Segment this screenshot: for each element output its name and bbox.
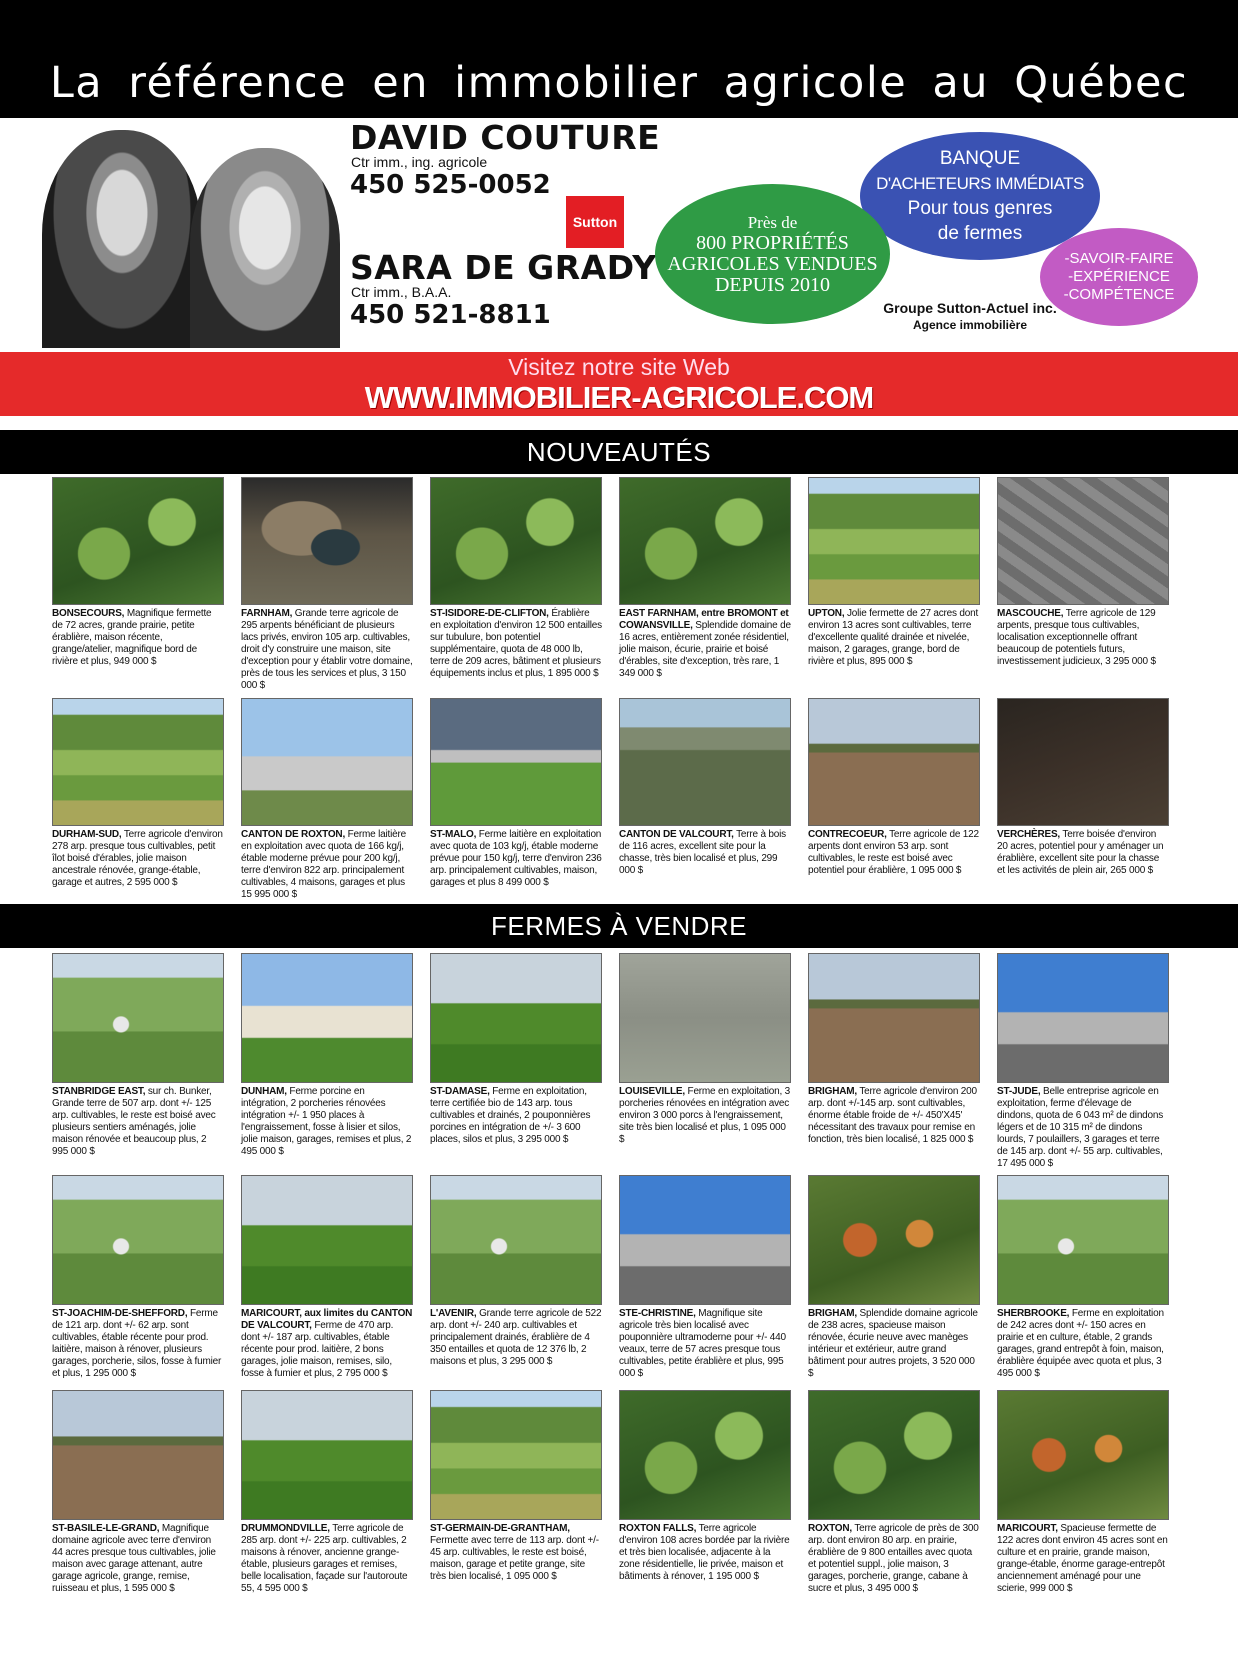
listing-photo xyxy=(241,477,413,605)
agent-role-2: Ctr imm., B.A.A. xyxy=(351,284,452,300)
agent-photo-david xyxy=(42,130,202,348)
listing-location: DUNHAM, xyxy=(241,1086,287,1097)
listing-description: ROXTON, Terre agricole de près de 300 arp. dont environ 80 arp. en prairie, érablière de 9 800 entailles avec quota et potentiel suppl., jolie maison, 3 garages, porcherie, grange, cabane à sucre et plus, 3 495 000 $ xyxy=(808,1523,979,1594)
listing-photo xyxy=(241,953,413,1083)
listing-location: LOUISEVILLE, xyxy=(619,1086,685,1097)
website-cta: Visitez notre site Web xyxy=(508,354,730,380)
listing-photo xyxy=(430,477,602,605)
listing-photo xyxy=(52,698,224,826)
listing-card[interactable] xyxy=(52,1175,224,1380)
badge-line: -EXPÉRIENCE xyxy=(1068,268,1170,285)
listing-photo xyxy=(241,1175,413,1305)
agent-photo-sara xyxy=(190,148,340,348)
listing-location: ST-JOACHIM-DE-SHEFFORD, xyxy=(52,1308,188,1319)
listing-card[interactable] xyxy=(997,953,1169,1170)
listing-card[interactable] xyxy=(430,1390,602,1583)
listing-card[interactable] xyxy=(808,477,980,668)
listing-description: BRIGHAM, Splendide domaine agricole de 238 acres, spacieuse maison rénovée, écurie neuve avec manèges intérieur et extérieur, autre grand bâtiment pour autres projets, 3 520 000 $ xyxy=(808,1308,978,1379)
listing-photo xyxy=(997,698,1169,826)
listing-card[interactable] xyxy=(808,698,980,877)
listing-card[interactable] xyxy=(430,477,602,680)
agency-info xyxy=(870,300,1070,334)
badge-line: 800 PROPRIÉTÉS xyxy=(696,231,849,254)
listing-location: SHERBROOKE, xyxy=(997,1308,1070,1319)
listing-description: VERCHÈRES, Terre boisée d'environ 20 acres, potentiel pour y aménager un érablière, excellent site pour la chasse et les activités de plein air, 265 000 $ xyxy=(997,829,1164,876)
listing-location: ROXTON, xyxy=(808,1523,852,1534)
agent-role-1: Ctr imm., ing. agricole xyxy=(351,154,488,170)
listing-location: MARICOURT, aux limites du CANTON DE VALCOURT, xyxy=(241,1308,413,1331)
listing-photo xyxy=(241,1390,413,1520)
listing-location: BRIGHAM, xyxy=(808,1086,857,1097)
listing-card[interactable] xyxy=(52,477,224,668)
listing-photo xyxy=(808,1390,980,1520)
listing-card[interactable] xyxy=(430,1175,602,1368)
listing-photo xyxy=(241,698,413,826)
listing-card[interactable] xyxy=(997,1390,1169,1595)
listing-card[interactable] xyxy=(52,953,224,1158)
listing-description: FARNHAM, Grande terre agricole de 295 arpents bénéficiant de plusieurs lacs privés, environ 105 arp. cultivables, droit d'y construire une maison, site d'exception pour y établir votre domaine, près de tous les services et plus, 3 150 000 $ xyxy=(241,608,413,691)
badge-line: -COMPÉTENCE xyxy=(1063,286,1175,303)
listing-location: EAST FARNHAM, entre BROMONT et COWANSVILLE, xyxy=(619,608,789,631)
listing-description: ROXTON FALLS, Terre agricole d'environ 108 acres bordée par la rivière et très bien localisée, adjacente à la zone résidentielle, lie privée, maison et bâtiments à rénover, 1 195 000 $ xyxy=(619,1523,790,1582)
listing-photo xyxy=(808,477,980,605)
listing-card[interactable] xyxy=(619,953,791,1146)
section-header-new: NOUVEAUTÉS xyxy=(0,430,1238,474)
listing-location: BONSECOURS, xyxy=(52,608,125,619)
badge-line: D'ACHETEURS IMMÉDIATS xyxy=(876,174,1084,193)
badge-line: AGRICOLES VENDUES xyxy=(667,252,878,275)
listing-card[interactable] xyxy=(619,477,791,680)
listing-card[interactable] xyxy=(619,1175,791,1380)
listing-photo xyxy=(52,477,224,605)
badge-line: DEPUIS 2010 xyxy=(714,273,830,296)
listing-location: STE-CHRISTINE, xyxy=(619,1308,696,1319)
listing-location: MARICOURT, xyxy=(997,1523,1058,1534)
listing-card[interactable] xyxy=(52,1390,224,1595)
listing-photo xyxy=(997,1390,1169,1520)
listing-photo xyxy=(52,1175,224,1305)
listing-description: ST-JUDE, Belle entreprise agricole en exploitation, ferme d'élevage de dindons, quota de 6 043 m² de dindons légers et de 10 315 m² de dindons lourds, 7 poulaillers, 3 garages et terre de 145 arp. dont +/- 55 arp. cultivables, 17 495 000 $ xyxy=(997,1086,1164,1169)
properties-sold-badge xyxy=(655,184,890,324)
listing-description: CANTON DE ROXTON, Ferme laitière en exploitation avec quota de 166 kg/j, étable moderne prévue pour 200 kg/j, terre d'environ 822 arp. principalement cultivables, 4 maisons, garages et plus 15 995 000 $ xyxy=(241,829,406,900)
listing-location: ST-BASILE-LE-GRAND, xyxy=(52,1523,160,1534)
listing-card[interactable] xyxy=(241,1175,413,1380)
agent-name-1: DAVID COUTURE xyxy=(350,118,661,157)
listing-description: EAST FARNHAM, entre BROMONT et COWANSVILLE, Splendide domaine de 16 acres, entièrement zonée résidentiel, jolie maison, écurie, prairie et boisé d'érables, site d'exception, très rare, 1 349 000 $ xyxy=(619,608,791,679)
listing-description: DUNHAM, Ferme porcine en intégration, 2 porcheries rénovées intégration +/- 1 950 places à l'engraissement, fosse à lisier et silos, jolie maison, garages, remises et plus, 2 495 000 $ xyxy=(241,1086,412,1157)
sutton-logo: Sutton xyxy=(566,196,624,248)
listing-photo xyxy=(52,1390,224,1520)
agent-phone-1[interactable]: 450 525-0052 xyxy=(350,170,551,200)
listing-card[interactable] xyxy=(997,698,1169,877)
listing-location: ST-MALO, xyxy=(430,829,477,840)
listing-card[interactable] xyxy=(808,1390,980,1595)
section-header-farms: FERMES À VENDRE xyxy=(0,904,1238,948)
listing-description: CONTRECOEUR, Terre agricole de 122 arpents dont environ 53 arp. sont cultivables, le reste est boisé avec potentiel pour érablière, 1 095 000 $ xyxy=(808,829,979,876)
listing-photo xyxy=(808,953,980,1083)
listing-card[interactable] xyxy=(241,477,413,692)
listing-description: DURHAM-SUD, Terre agricole d'environ 278 arp. presque tous cultivables, petit îlot boisé d'érables, jolie maison ancestrale rénovée, grange-étable, garage et autres, 2 595 000 $ xyxy=(52,829,223,888)
listing-description: ST-MALO, Ferme laitière en exploitation avec quota de 103 kg/j, étable moderne prévue pour 150 kg/j, terre d'environ 236 arp. principalement cultivables, maison, garages et plus 8 499 000 $ xyxy=(430,829,602,888)
listing-description: SHERBROOKE, Ferme en exploitation de 242 acres dont +/- 150 acres en prairie et en culture, étable, 2 grands garages, grand entrepôt à foin, maison, érablière équipée avec quota et plus, 3 495 000 $ xyxy=(997,1308,1164,1379)
listing-location: ST-ISIDORE-DE-CLIFTON, xyxy=(430,608,549,619)
listing-description: ST-DAMASE, Ferme en exploitation, terre certifiée bio de 143 arp. tous cultivables et drainés, 2 pouponnières porcines en intégration de +/- 3 600 places, silos et plus, 3 295 000 $ xyxy=(430,1086,591,1145)
top-banner xyxy=(0,0,1238,118)
badge-line: de fermes xyxy=(937,223,1023,244)
listing-description: BONSECOURS, Magnifique fermette de 72 acres, grande prairie, petite érablière, maison récente, grange/atelier, magnifique bord de rivière et plus, 949 000 $ xyxy=(52,608,212,667)
listing-photo xyxy=(997,477,1169,605)
listing-location: CANTON DE ROXTON, xyxy=(241,829,346,840)
listing-card[interactable] xyxy=(52,698,224,889)
listing-description: ST-ISIDORE-DE-CLIFTON, Érablière en exploitation d'environ 12 500 entailles sur tubulure, bon potentiel supplémentaire, quota de 48 000 lb, terre de 209 acres, bâtiment et plusieurs équipements inclus et plus, 1 895 000 $ xyxy=(430,608,602,679)
listing-location: VERCHÈRES, xyxy=(997,829,1061,840)
listing-description: ST-BASILE-LE-GRAND, Magnifique domaine agricole avec terre d'environ 44 acres presque tous cultivables, jolie maison avec garage attenant, autre garage agricole, grange, remise, ruisseau et plus, 1 595 000 $ xyxy=(52,1523,216,1594)
listing-card[interactable] xyxy=(241,1390,413,1595)
listing-card[interactable] xyxy=(430,953,602,1146)
listing-description: CANTON DE VALCOURT, Terre à bois de 116 acres, excellent site pour la chasse, très bien localisé et plus, 299 000 $ xyxy=(619,829,786,876)
listing-photo xyxy=(808,698,980,826)
listing-description: MARICOURT, Spacieuse fermette de 122 acres dont environ 45 acres sont en culture et en prairie, grande maison, grange-étable, énorme garage-entrepôt anciennement aménagé pour une scierie, 999 000 $ xyxy=(997,1523,1168,1594)
listing-description: MASCOUCHE, Terre agricole de 129 arpents, presque tous cultivables, localisation exceptionnelle offrant beaucoup de potentiels futurs, investissement judicieux, 3 295 000 $ xyxy=(997,608,1156,667)
badge-line: -SAVOIR-FAIRE xyxy=(1064,250,1174,267)
badge-line: BANQUE xyxy=(939,148,1021,169)
listing-description: STANBRIDGE EAST, sur ch. Bunker, Grande terre de 507 arp. dont +/- 125 arp. cultivables, le reste est boisé avec plusieurs sentiers aménagés, jolie maison rénovée et beaucoup plus, 2 995 000 $ xyxy=(52,1086,216,1157)
agency-name: Groupe Sutton-Actuel inc. xyxy=(883,300,1057,316)
listing-photo xyxy=(430,1390,602,1520)
listing-photo xyxy=(619,698,791,826)
agency-type: Agence immobilière xyxy=(912,318,1028,332)
agent-header xyxy=(0,118,1238,348)
listing-location: L'AVENIR, xyxy=(430,1308,477,1319)
listing-photo xyxy=(430,1175,602,1305)
website-banner xyxy=(0,352,1238,416)
listing-location: BRIGHAM, xyxy=(808,1308,857,1319)
listing-location: DURHAM-SUD, xyxy=(52,829,122,840)
listing-photo xyxy=(430,953,602,1083)
listing-card[interactable] xyxy=(619,698,791,877)
listing-card[interactable] xyxy=(808,1175,980,1380)
listing-description: DRUMMONDVILLE, Terre agricole de 285 arp. dont +/- 225 arp. cultivables, 2 maisons à rénover, ancienne grange-étable, plusieurs garages et remises, belle localisation, façade sur l'autoroute 55, 4 595 000 $ xyxy=(241,1523,408,1594)
listing-description: ST-JOACHIM-DE-SHEFFORD, Ferme de 121 arp. dont +/- 62 arp. sont cultivables, étable récente pour prod. laitière, maison à rénover, plusieurs garages, porcherie, silos, fosse à fumier et plus, 1 295 000 $ xyxy=(52,1308,222,1379)
listing-photo xyxy=(430,698,602,826)
listing-location: FARNHAM, xyxy=(241,608,293,619)
listing-card[interactable] xyxy=(808,953,980,1146)
listing-photo xyxy=(808,1175,980,1305)
badge-line: Près de xyxy=(747,212,798,232)
listing-card[interactable] xyxy=(241,953,413,1158)
listing-location: CONTRECOEUR, xyxy=(808,829,887,840)
listing-location: ST-JUDE, xyxy=(997,1086,1041,1097)
listing-card[interactable] xyxy=(430,698,602,889)
listing-photo xyxy=(619,1175,791,1305)
listing-card[interactable] xyxy=(997,477,1169,668)
website-url[interactable]: WWW.IMMOBILIER-AGRICOLE.COM xyxy=(364,380,874,415)
listing-location: STANBRIDGE EAST, xyxy=(52,1086,146,1097)
listing-location: UPTON, xyxy=(808,608,845,619)
listing-location: MASCOUCHE, xyxy=(997,608,1064,619)
listing-card[interactable] xyxy=(241,698,413,901)
listing-description: UPTON, Jolie fermette de 27 acres dont environ 13 acres sont cultivables, terre d'excellente qualité drainée et nivelée, maison, 2 garages, grange, bord de rivière et plus, 895 000 $ xyxy=(808,608,979,667)
page-title: La référence en immobilier agricole au Québec xyxy=(49,58,1189,108)
agent-name-2: SARA DE GRADY xyxy=(350,248,657,287)
listing-photo xyxy=(52,953,224,1083)
listing-description: LOUISEVILLE, Ferme en exploitation, 3 porcheries rénovées en intégration avec environ 3 000 porcs à l'engraissement, site très bien localisé et plus, 1 095 000 $ xyxy=(619,1086,791,1145)
listing-photo xyxy=(997,1175,1169,1305)
listing-location: ST-DAMASE, xyxy=(430,1086,490,1097)
listing-card[interactable] xyxy=(997,1175,1169,1380)
listing-description: BRIGHAM, Terre agricole d'environ 200 arp. dont +/-145 arp. sont cultivables, énorme étable froide de +/- 450'X45' nécessitant des travaux pour remise en fonction, très bien localisé, 1 825 000 $ xyxy=(808,1086,977,1145)
listing-description: STE-CHRISTINE, Magnifique site agricole très bien localisé avec pouponnière ultramoderne pour +/- 440 veaux, terre de 57 acres presque tous cultivables, petite érablière et plus, 995 000 $ xyxy=(619,1308,786,1379)
badge-line: Pour tous genres xyxy=(907,198,1053,219)
listing-card[interactable] xyxy=(619,1390,791,1583)
listing-location: CANTON DE VALCOURT, xyxy=(619,829,734,840)
listing-location: ROXTON FALLS, xyxy=(619,1523,697,1534)
listing-photo xyxy=(619,1390,791,1520)
listing-photo xyxy=(619,953,791,1083)
listing-photo xyxy=(997,953,1169,1083)
listing-description: ST-GERMAIN-DE-GRANTHAM, Fermette avec terre de 113 arp. dont +/- 45 arp. cultivables, le reste est boisé, maison, garage et petite grange, site très bien localisé, 1 095 000 $ xyxy=(430,1523,599,1582)
agent-phone-2[interactable]: 450 521-8811 xyxy=(350,300,551,330)
listing-photo xyxy=(619,477,791,605)
listing-description: MARICOURT, aux limites du CANTON DE VALCOURT, Ferme de 470 arp. dont +/- 187 arp. cultivables, étable récente pour prod. laitière, 2 bons garages, jolie maison, remises, silo, fosse à fumier et plus, 2 795 000 $ xyxy=(241,1308,413,1379)
listing-location: ST-GERMAIN-DE-GRANTHAM, xyxy=(430,1523,570,1534)
listing-description: L'AVENIR, Grande terre agricole de 522 arp. dont +/- 240 arp. cultivables et principalement drainés, érablière de 4 350 entailles et quota de 12 376 lb, 2 maisons et plus, 3 295 000 $ xyxy=(430,1308,602,1367)
listing-location: DRUMMONDVILLE, xyxy=(241,1523,330,1534)
